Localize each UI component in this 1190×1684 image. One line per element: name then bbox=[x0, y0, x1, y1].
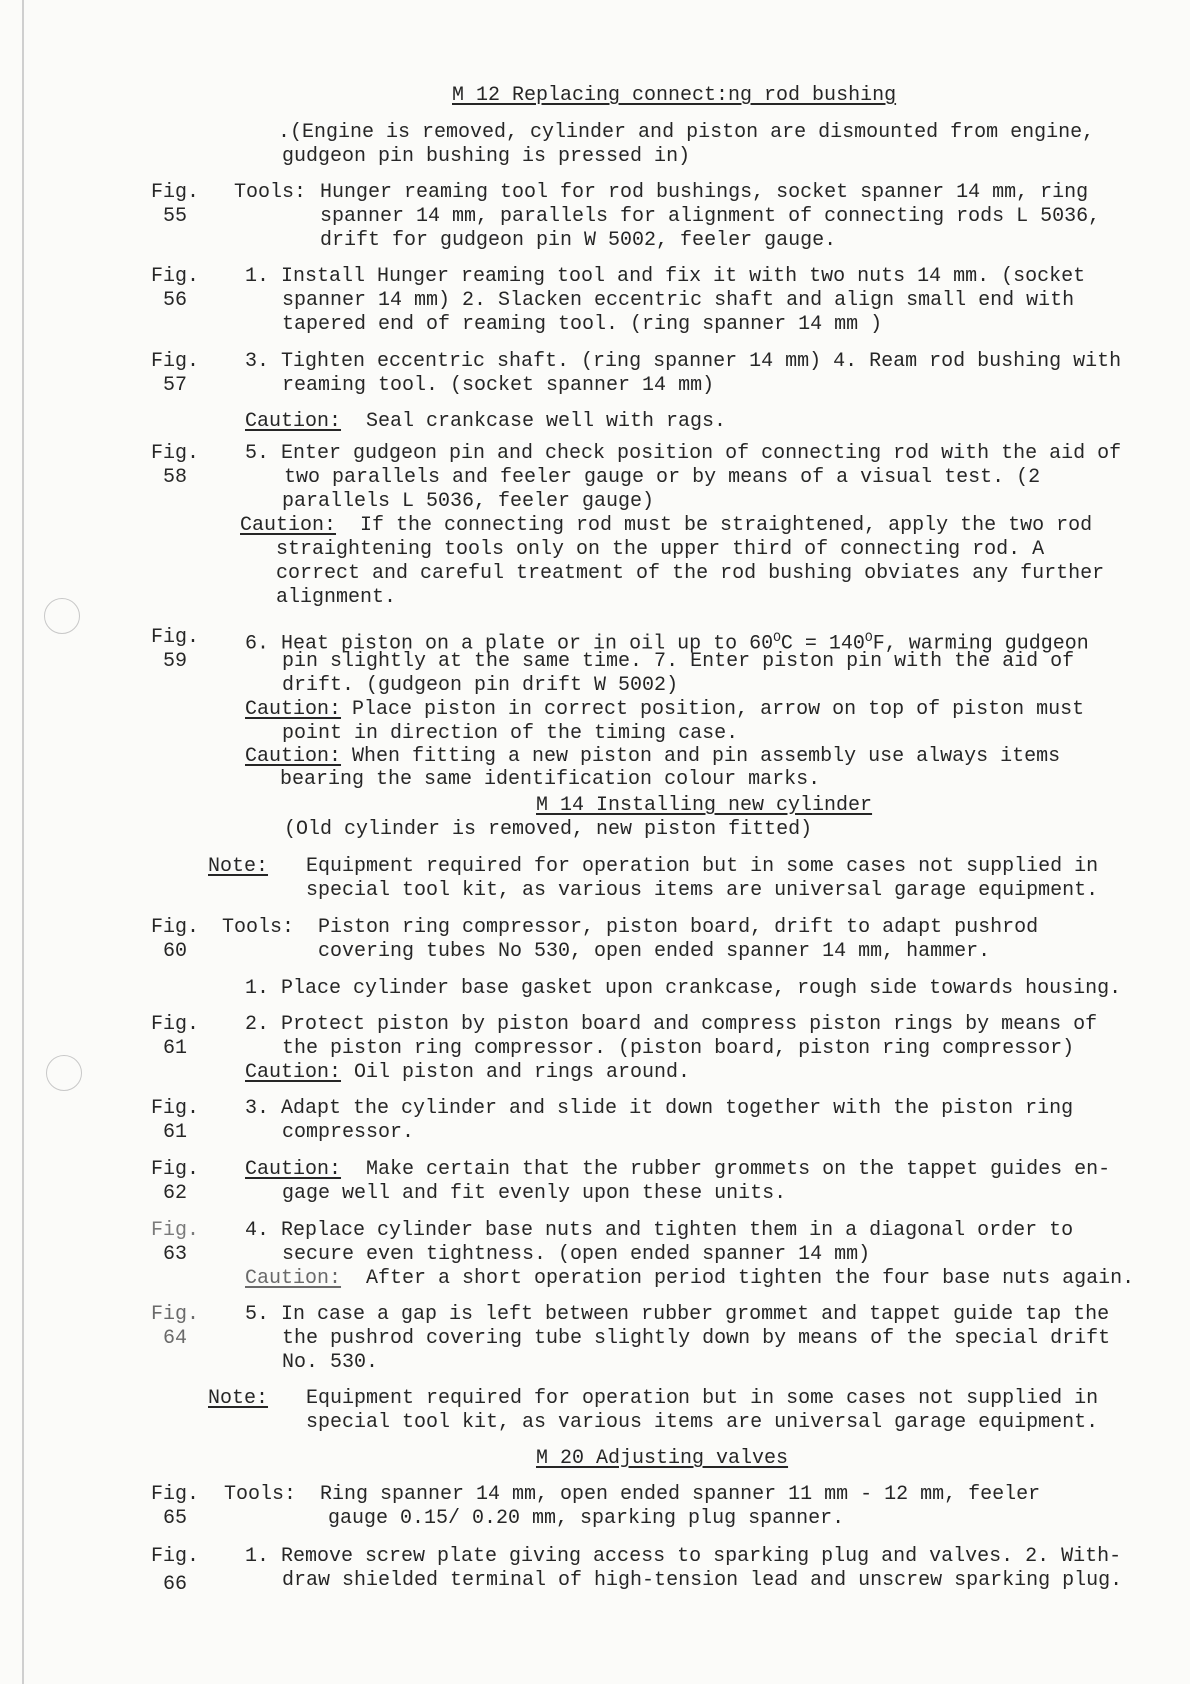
fig-number: 61 bbox=[162, 1121, 187, 1144]
caution-text: If the connecting rod must be straightened, apply the two rod bbox=[360, 514, 1093, 537]
text-line: drift for gudgeon pin W 5002, feeler gauge. bbox=[320, 229, 837, 252]
text-line: tapered end of reaming tool. (ring spanner 14 mm ) bbox=[282, 313, 883, 336]
text-line: alignment. bbox=[276, 586, 397, 609]
fig-label: Fig. bbox=[150, 1545, 199, 1568]
caution-text: Make certain that the rubber grommets on the tappet guides en- bbox=[366, 1158, 1111, 1181]
fig-number: 58 bbox=[162, 466, 187, 489]
intro-line: .(Engine is removed, cylinder and piston are dismounted from engine, bbox=[278, 121, 1095, 144]
degree-mark: O bbox=[773, 630, 781, 645]
caution-label: Caution: bbox=[245, 410, 342, 433]
fig-label: Fig. bbox=[150, 350, 199, 373]
caution-label: Caution: bbox=[245, 1267, 342, 1290]
tools-label: Tools: bbox=[234, 181, 307, 204]
caution-label: Caution: bbox=[245, 1158, 342, 1181]
text-line: the piston ring compressor. (piston board, piston ring compressor) bbox=[282, 1037, 1075, 1060]
tools-label: Tools: bbox=[222, 916, 295, 939]
text-line: Ring spanner 14 mm, open ended spanner 11 mm - 12 mm, feeler bbox=[320, 1483, 1041, 1506]
fig-number: 65 bbox=[162, 1507, 187, 1530]
text-line: parallels L 5036, feeler gauge) bbox=[282, 490, 655, 513]
fig-number: 62 bbox=[162, 1182, 187, 1205]
fig-label: Fig. bbox=[150, 1219, 199, 1242]
step-line: 4. Replace cylinder base nuts and tighten them in a diagonal order to bbox=[245, 1219, 1074, 1242]
fig-number: 64 bbox=[162, 1327, 187, 1350]
page-edge bbox=[22, 0, 24, 1684]
text-line: straightening tools only on the upper third of connecting rod. A bbox=[276, 538, 1045, 561]
step-line: 2. Protect piston by piston board and compress piston rings by means of bbox=[245, 1013, 1098, 1036]
text-line: gage well and fit evenly upon these units. bbox=[282, 1182, 787, 1205]
text-line: correct and careful treatment of the rod bushing obviates any further bbox=[276, 562, 1105, 585]
text-line: No. 530. bbox=[282, 1351, 379, 1374]
fig-label: Fig. bbox=[150, 1303, 199, 1326]
caution-label: Caution: bbox=[245, 1061, 342, 1084]
section-title-m14: M 14 Installing new cylinder bbox=[536, 794, 873, 817]
step-line: 1. Place cylinder base gasket upon crankcase, rough side towards housing. bbox=[245, 977, 1122, 1000]
fig-number: 60 bbox=[162, 940, 187, 963]
fig-label: Fig. bbox=[150, 265, 199, 288]
fig-number: 56 bbox=[162, 289, 187, 312]
text-line: Hunger reaming tool for rod bushings, socket spanner 14 mm, ring bbox=[320, 181, 1089, 204]
fig-number: 61 bbox=[162, 1037, 187, 1060]
step-line: 3. Adapt the cylinder and slide it down together with the piston ring bbox=[245, 1097, 1074, 1120]
degree-mark: O bbox=[864, 630, 873, 645]
text-line: Piston ring compressor, piston board, drift to adapt pushrod bbox=[318, 916, 1039, 939]
section-title-m20: M 20 Adjusting valves bbox=[536, 1447, 789, 1470]
step-line: 5. In case a gap is left between rubber grommet and tappet guide tap the bbox=[245, 1303, 1110, 1326]
intro-line: (Old cylinder is removed, new piston fitted) bbox=[284, 818, 813, 841]
text-line: the pushrod covering tube slightly down by means of the special drift bbox=[282, 1327, 1111, 1350]
text-line: Equipment required for operation but in some cases not supplied in bbox=[306, 855, 1099, 878]
tools-label: Tools: bbox=[224, 1483, 297, 1506]
fig-number: 66 bbox=[162, 1573, 187, 1596]
section-title-m12: M 12 Replacing connect:ng rod bushing bbox=[452, 84, 897, 107]
text-line: two parallels and feeler gauge or by means of a visual test. (2 bbox=[284, 466, 1041, 489]
step-text: F, warming gudgeon bbox=[872, 632, 1089, 656]
fig-label: Fig. bbox=[150, 181, 199, 204]
caution-label: Caution: bbox=[245, 698, 342, 721]
text-line: compressor. bbox=[282, 1121, 415, 1144]
fig-number: 55 bbox=[162, 205, 187, 228]
step-text: C = 140 bbox=[780, 632, 865, 656]
fig-label: Fig. bbox=[150, 626, 199, 649]
text-line: draw shielded terminal of high-tension lead and unscrew sparking plug. bbox=[282, 1569, 1123, 1592]
text-line: covering tubes No 530, open ended spanner 14 mm, hammer. bbox=[318, 940, 991, 963]
fig-number: 57 bbox=[162, 374, 187, 397]
fig-label: Fig. bbox=[150, 1013, 199, 1036]
text-line: gauge 0.15/ 0.20 mm, sparking plug spanner. bbox=[328, 1507, 845, 1530]
intro-line: gudgeon pin bushing is pressed in) bbox=[282, 145, 691, 168]
text-line: special tool kit, as various items are universal garage equipment. bbox=[306, 879, 1099, 902]
note-label: Note: bbox=[208, 1387, 269, 1410]
text-line: pin slightly at the same time. 7. Enter piston pin with the aid of bbox=[282, 650, 1075, 673]
fig-label: Fig. bbox=[150, 916, 199, 939]
step-line: 1. Remove screw plate giving access to sparking plug and valves. 2. With- bbox=[245, 1545, 1122, 1568]
caution-text: When fitting a new piston and pin assembly use always items bbox=[352, 745, 1061, 768]
text-line: secure even tightness. (open ended spanner 14 mm) bbox=[282, 1243, 871, 1266]
text-line: Equipment required for operation but in some cases not supplied in bbox=[306, 1387, 1099, 1410]
step-line: 5. Enter gudgeon pin and check position of connecting rod with the aid of bbox=[245, 442, 1122, 465]
caution-text: After a short operation period tighten the four base nuts again. bbox=[366, 1267, 1135, 1290]
caution-text: Oil piston and rings around. bbox=[354, 1061, 691, 1084]
caution-label: Caution: bbox=[245, 745, 342, 768]
note-label: Note: bbox=[208, 855, 269, 878]
fig-label: Fig. bbox=[150, 1097, 199, 1120]
caution-text: Seal crankcase well with rags. bbox=[366, 410, 727, 433]
step-line: 3. Tighten eccentric shaft. (ring spanner 14 mm) 4. Ream rod bushing with bbox=[245, 350, 1122, 373]
text-line: spanner 14 mm) 2. Slacken eccentric shaft and align small end with bbox=[282, 289, 1075, 312]
text-line: bearing the same identification colour marks. bbox=[280, 768, 821, 791]
text-line: special tool kit, as various items are universal garage equipment. bbox=[306, 1411, 1099, 1434]
caution-text: Place piston in correct position, arrow on top of piston must bbox=[352, 698, 1085, 721]
punch-hole-mark bbox=[46, 1055, 82, 1091]
text-line: reaming tool. (socket spanner 14 mm) bbox=[282, 374, 715, 397]
step-text: 6. Heat piston on a plate or in oil up to 60 bbox=[245, 632, 774, 656]
step-line: 1. Install Hunger reaming tool and fix it with two nuts 14 mm. (socket bbox=[245, 265, 1086, 288]
text-line: drift. (gudgeon pin drift W 5002) bbox=[282, 674, 679, 697]
text-line: point in direction of the timing case. bbox=[282, 722, 739, 745]
fig-label: Fig. bbox=[150, 1483, 199, 1506]
fig-label: Fig. bbox=[150, 442, 199, 465]
fig-number: 63 bbox=[162, 1243, 187, 1266]
punch-hole-mark bbox=[44, 598, 80, 634]
fig-number: 59 bbox=[162, 650, 187, 673]
text-line: spanner 14 mm, parallels for alignment of connecting rods L 5036, bbox=[320, 205, 1101, 228]
caution-label: Caution: bbox=[240, 514, 337, 537]
fig-label: Fig. bbox=[150, 1158, 199, 1181]
